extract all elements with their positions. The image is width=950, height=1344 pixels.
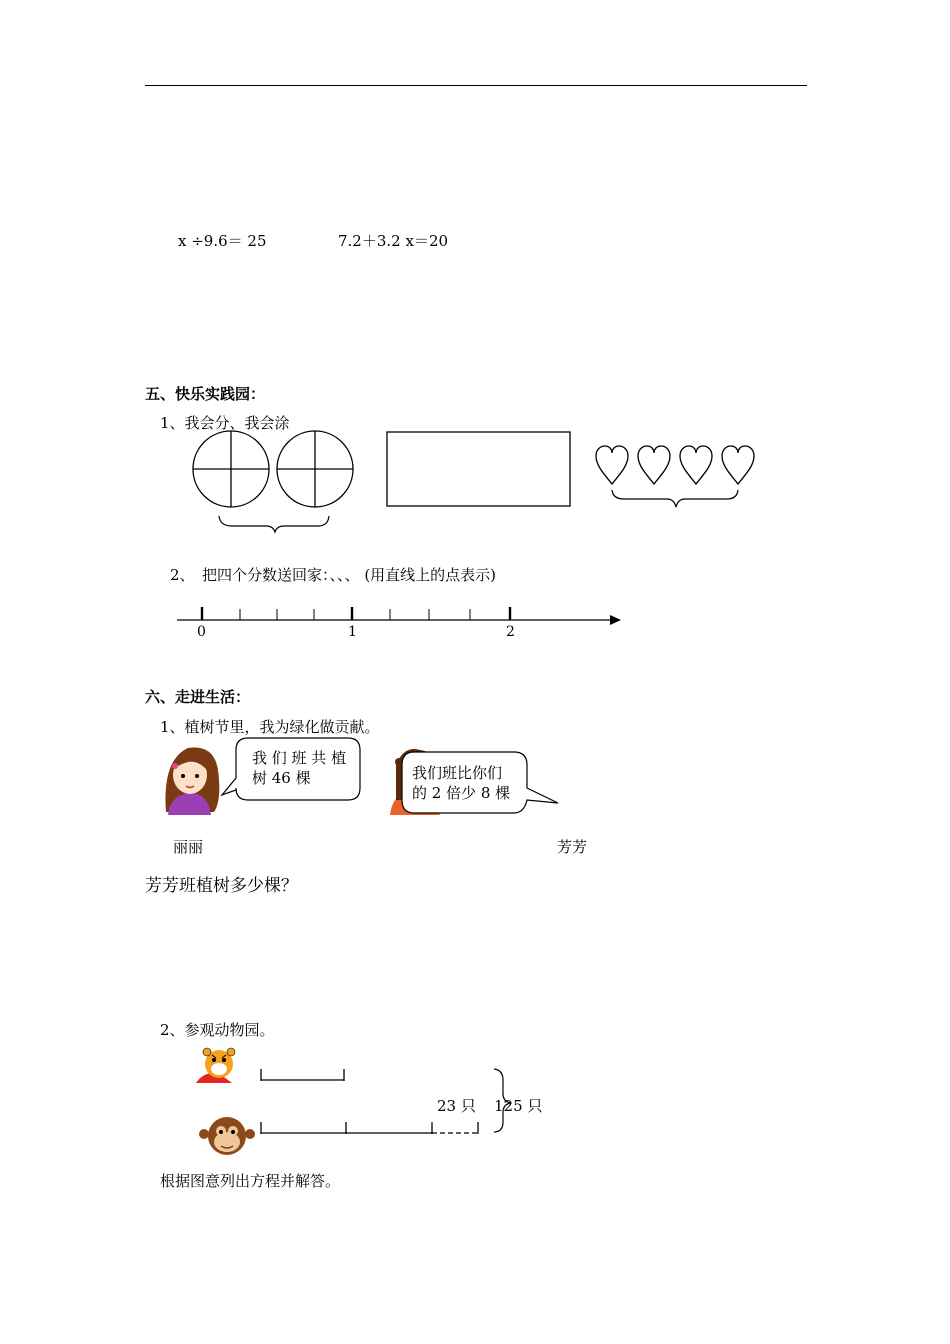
section5-q1: 1、我会分、我会涂 bbox=[160, 414, 290, 432]
bubble-fangfang-text-2: 的 2 倍少 8 棵 bbox=[412, 784, 511, 802]
heart-3 bbox=[680, 446, 712, 484]
number-line bbox=[177, 607, 621, 625]
bubble-lili-text-1: 我 们 班 共 植 bbox=[252, 749, 347, 767]
brace-circles bbox=[219, 516, 329, 532]
section6-q1: 1、植树节里，我为绿化做贡献。 bbox=[160, 718, 380, 736]
name-fangfang: 芳芳 bbox=[557, 838, 588, 856]
tiger-segment bbox=[261, 1069, 344, 1081]
equation-2: 7.2＋3.2 x＝20 bbox=[338, 232, 449, 250]
name-lili: 丽丽 bbox=[173, 838, 204, 856]
quartered-circle-2 bbox=[277, 431, 353, 507]
instruction: 根据图意列出方程并解答。 bbox=[160, 1172, 341, 1190]
label-125: 125 只 bbox=[494, 1097, 543, 1115]
section6-heading: 六、走进生活： bbox=[145, 688, 251, 706]
section5-q2: 2、 把四个分数送回家：、、、 (用直线上的点表示) bbox=[170, 566, 497, 584]
brace-hearts bbox=[612, 490, 738, 507]
quartered-circle-1 bbox=[193, 431, 269, 507]
monkey-illustration bbox=[199, 1117, 255, 1155]
rectangle-shape bbox=[387, 432, 570, 506]
bubble-fangfang-text-1: 我们班比你们 bbox=[412, 764, 503, 782]
numberline-label-2: 2 bbox=[506, 624, 515, 640]
heart-2 bbox=[638, 446, 670, 484]
monkey-segment bbox=[261, 1122, 478, 1134]
section5-heading: 五、快乐实践园： bbox=[145, 385, 266, 403]
bubble-lili-text-2: 树 46 棵 bbox=[252, 769, 311, 787]
tiger-illustration bbox=[196, 1048, 235, 1083]
girl-lili-illustration bbox=[165, 747, 219, 815]
numberline-label-0: 0 bbox=[197, 624, 206, 640]
heart-4 bbox=[722, 446, 754, 484]
label-23: 23 只 bbox=[437, 1097, 476, 1115]
tree-question: 芳芳班植树多少棵？ bbox=[145, 876, 298, 896]
heart-1 bbox=[596, 446, 628, 484]
equation-1: x ÷9.6＝ 25 bbox=[178, 232, 267, 250]
hearts-group bbox=[596, 446, 754, 484]
numberline-label-1: 1 bbox=[348, 624, 357, 640]
section6-q2: 2、参观动物园。 bbox=[160, 1021, 275, 1039]
